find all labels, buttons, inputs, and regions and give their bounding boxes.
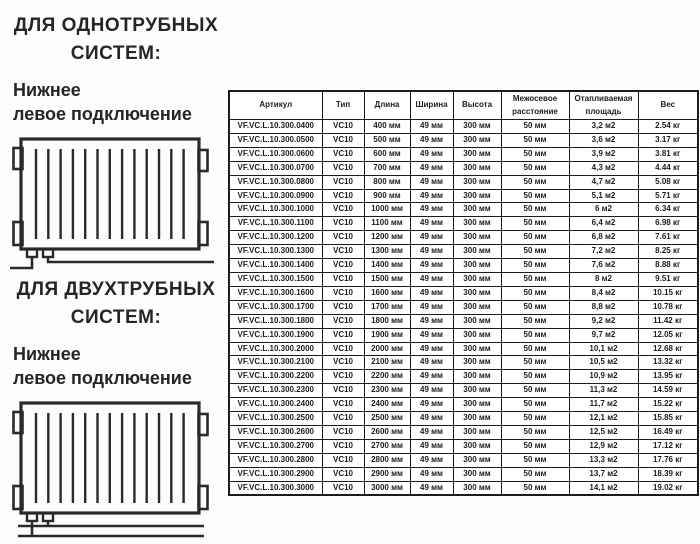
table-cell: 1700 мм [364, 300, 410, 314]
table-cell: 49 мм [410, 314, 453, 328]
table-cell: 1500 мм [364, 272, 410, 286]
table-cell: 49 мм [410, 203, 453, 217]
spec-table [228, 90, 699, 496]
table-cell: VC10 [322, 259, 364, 273]
table-cell: VF.VC.L.10.300.1600 [229, 286, 322, 300]
table-cell: VC10 [322, 203, 364, 217]
table-cell: 49 мм [410, 300, 453, 314]
table-cell: 49 мм [410, 453, 453, 467]
table-row [229, 203, 698, 217]
table-cell: 49 мм [410, 120, 453, 134]
table-cell: 15.85 кг [638, 412, 698, 426]
two-pipe-section [0, 264, 228, 544]
table-cell: VF.VC.L.10.300.0700 [229, 161, 322, 175]
table-cell: VF.VC.L.10.300.0800 [229, 175, 322, 189]
table-cell: 11,3 м2 [569, 384, 638, 398]
table-cell: 2100 мм [364, 356, 410, 370]
table-cell: 50 мм [501, 356, 569, 370]
table-cell: 10,1 м2 [569, 342, 638, 356]
table-cell: VC10 [322, 370, 364, 384]
table-cell: 300 мм [453, 328, 501, 342]
table-cell: VF.VC.L.10.300.1700 [229, 300, 322, 314]
table-cell: 13,7 м2 [569, 467, 638, 481]
table-cell: 50 мм [501, 342, 569, 356]
table-cell: VC10 [322, 342, 364, 356]
table-cell: VC10 [322, 120, 364, 134]
table-cell: VF.VC.L.10.300.1300 [229, 245, 322, 259]
table-cell: 13,3 м2 [569, 453, 638, 467]
table-cell: 15.22 кг [638, 398, 698, 412]
table-cell: 50 мм [501, 439, 569, 453]
table-cell: VC10 [322, 439, 364, 453]
table-row [229, 120, 698, 134]
table-cell: VF.VC.L.10.300.1100 [229, 217, 322, 231]
table-cell: 400 мм [364, 120, 410, 134]
table-cell: 300 мм [453, 147, 501, 161]
table-cell: 300 мм [453, 481, 501, 495]
table-cell: VF.VC.L.10.300.2400 [229, 398, 322, 412]
table-cell: 12.05 кг [638, 328, 698, 342]
table-row [229, 328, 698, 342]
table-cell: 9.51 кг [638, 272, 698, 286]
table-cell: 1800 мм [364, 314, 410, 328]
table-cell: 12,1 м2 [569, 412, 638, 426]
table-cell: 50 мм [501, 425, 569, 439]
table-cell: VC10 [322, 398, 364, 412]
table-cell: VF.VC.L.10.300.0400 [229, 120, 322, 134]
table-row [229, 231, 698, 245]
table-cell: 50 мм [501, 161, 569, 175]
table-cell: VC10 [322, 300, 364, 314]
table-cell: 50 мм [501, 286, 569, 300]
table-cell: 50 мм [501, 328, 569, 342]
table-cell: VC10 [322, 147, 364, 161]
table-cell: VF.VC.L.10.300.0600 [229, 147, 322, 161]
table-cell: 13.95 кг [638, 370, 698, 384]
table-cell: VF.VC.L.10.300.0900 [229, 189, 322, 203]
table-row [229, 133, 698, 147]
table-cell: 49 мм [410, 147, 453, 161]
table-cell: 50 мм [501, 203, 569, 217]
table-cell: 2900 мм [364, 467, 410, 481]
table-cell: 14.59 кг [638, 384, 698, 398]
table-row [229, 189, 698, 203]
table-cell: 3000 мм [364, 481, 410, 495]
table-row [229, 175, 698, 189]
table-cell: VC10 [322, 412, 364, 426]
radiator-two-pipe-diagram-icon [8, 399, 216, 544]
table-cell: 49 мм [410, 425, 453, 439]
table-cell: 300 мм [453, 314, 501, 328]
table-cell: 50 мм [501, 370, 569, 384]
table-cell: VF.VC.L.10.300.1900 [229, 328, 322, 342]
table-cell: 900 мм [364, 189, 410, 203]
table-cell: 50 мм [501, 300, 569, 314]
table-cell: 2700 мм [364, 439, 410, 453]
table-cell: 10,9 м2 [569, 370, 638, 384]
table-cell: 300 мм [453, 120, 501, 134]
table-cell: 50 мм [501, 120, 569, 134]
table-cell: 19.02 кг [638, 481, 698, 495]
table-cell: 300 мм [453, 453, 501, 467]
table-cell: 49 мм [410, 189, 453, 203]
table-cell: 1600 мм [364, 286, 410, 300]
table-cell: 9,2 м2 [569, 314, 638, 328]
table-cell: 50 мм [501, 481, 569, 495]
table-cell: 2.54 кг [638, 120, 698, 134]
table-cell: 17.76 кг [638, 453, 698, 467]
table-row [229, 356, 698, 370]
table-cell: 49 мм [410, 384, 453, 398]
table-cell: 300 мм [453, 300, 501, 314]
table-cell: 49 мм [410, 342, 453, 356]
table-cell: 6.34 кг [638, 203, 698, 217]
table-cell: 8.25 кг [638, 245, 698, 259]
table-cell: 49 мм [410, 370, 453, 384]
table-cell: VC10 [322, 286, 364, 300]
table-cell: 300 мм [453, 467, 501, 481]
table-row [229, 384, 698, 398]
table-cell: 300 мм [453, 398, 501, 412]
table-cell: 300 мм [453, 161, 501, 175]
table-cell: 10.15 кг [638, 286, 698, 300]
table-cell: VF.VC.L.10.300.2200 [229, 370, 322, 384]
table-row [229, 217, 698, 231]
table-header-row [229, 91, 698, 120]
table-cell: 49 мм [410, 231, 453, 245]
table-cell: 16.49 кг [638, 425, 698, 439]
table-cell: VF.VC.L.10.300.1000 [229, 203, 322, 217]
table-cell: 5,1 м2 [569, 189, 638, 203]
table-cell: 300 мм [453, 203, 501, 217]
table-cell: 14,1 м2 [569, 481, 638, 495]
table-cell: VC10 [322, 453, 364, 467]
table-cell: 300 мм [453, 133, 501, 147]
table-cell: 12,5 м2 [569, 425, 638, 439]
heading-line: ДЛЯ ДВУХТРУБНЫХ [16, 279, 216, 300]
table-cell: 5.71 кг [638, 189, 698, 203]
table-row [229, 161, 698, 175]
table-cell: VF.VC.L.10.300.1200 [229, 231, 322, 245]
table-cell: 7,2 м2 [569, 245, 638, 259]
table-cell: 3,9 м2 [569, 147, 638, 161]
table-cell: VF.VC.L.10.300.2700 [229, 439, 322, 453]
table-cell: 50 мм [501, 259, 569, 273]
table-row [229, 398, 698, 412]
table-cell: 300 мм [453, 175, 501, 189]
table-cell: 500 мм [364, 133, 410, 147]
table-cell: 600 мм [364, 147, 410, 161]
table-cell: VC10 [322, 425, 364, 439]
table-cell: 1300 мм [364, 245, 410, 259]
table-cell: VF.VC.L.10.300.2000 [229, 342, 322, 356]
table-cell: 800 мм [364, 175, 410, 189]
left-panel [0, 0, 228, 535]
table-cell: VF.VC.L.10.300.2100 [229, 356, 322, 370]
table-cell: 10.78 кг [638, 300, 698, 314]
table-cell: VC10 [322, 189, 364, 203]
table-cell: 3,2 м2 [569, 120, 638, 134]
table-cell: 1400 мм [364, 259, 410, 273]
table-cell: VF.VC.L.10.300.2500 [229, 412, 322, 426]
table-cell: 300 мм [453, 259, 501, 273]
table-cell: VF.VC.L.10.300.2300 [229, 384, 322, 398]
column-header: Тип [322, 91, 364, 120]
column-header: Вес [638, 91, 698, 120]
table-cell: 49 мм [410, 412, 453, 426]
table-cell: 300 мм [453, 342, 501, 356]
table-cell: 50 мм [501, 133, 569, 147]
table-cell: 300 мм [453, 272, 501, 286]
table-cell: 8,8 м2 [569, 300, 638, 314]
table-row [229, 481, 698, 495]
table-row [229, 342, 698, 356]
table-cell: 1900 мм [364, 328, 410, 342]
table-cell: 7,6 м2 [569, 259, 638, 273]
table-cell: 6.98 кг [638, 217, 698, 231]
table-cell: VF.VC.L.10.300.2900 [229, 467, 322, 481]
table-cell: 50 мм [501, 467, 569, 481]
table-cell: 300 мм [453, 217, 501, 231]
table-row [229, 259, 698, 273]
column-header: Межосевое расстояние [501, 91, 569, 120]
table-cell: 300 мм [453, 231, 501, 245]
heading-line: СИСТЕМ: [70, 306, 162, 328]
table-cell: 13.32 кг [638, 356, 698, 370]
table-cell: 8,4 м2 [569, 286, 638, 300]
column-header: Отапливаемая площадь [569, 91, 638, 120]
table-cell: 50 мм [501, 231, 569, 245]
table-cell: 17.12 кг [638, 439, 698, 453]
table-cell: 2300 мм [364, 384, 410, 398]
table-row [229, 425, 698, 439]
table-row [229, 286, 698, 300]
table-cell: 12,9 м2 [569, 439, 638, 453]
table-row [229, 245, 698, 259]
table-cell: 50 мм [501, 384, 569, 398]
radiator-single-pipe-diagram-icon [8, 135, 216, 275]
table-cell: 50 мм [501, 412, 569, 426]
table-cell: VC10 [322, 356, 364, 370]
table-cell: 49 мм [410, 245, 453, 259]
column-header: Артикул [229, 91, 322, 120]
table-row [229, 147, 698, 161]
table-cell: 6,8 м2 [569, 231, 638, 245]
subheading-line: Нижнее [13, 344, 81, 365]
table-cell: 4.44 кг [638, 161, 698, 175]
table-cell: 50 мм [501, 272, 569, 286]
table-row [229, 314, 698, 328]
table-cell: VF.VC.L.10.300.1500 [229, 272, 322, 286]
table-cell: 49 мм [410, 356, 453, 370]
column-header: Ширина [410, 91, 453, 120]
subheading-line: Нижнее [13, 80, 81, 101]
table-cell: 2200 мм [364, 370, 410, 384]
table-cell: 50 мм [501, 453, 569, 467]
table-cell: 1000 мм [364, 203, 410, 217]
heading-line: ДЛЯ ОДНОТРУБНЫХ [13, 15, 219, 36]
table-cell: 4,3 м2 [569, 161, 638, 175]
table-cell: 49 мм [410, 217, 453, 231]
table-cell: VC10 [322, 481, 364, 495]
table-cell: 3.17 кг [638, 133, 698, 147]
table-cell: VF.VC.L.10.300.3000 [229, 481, 322, 495]
table-cell: 12.68 кг [638, 342, 698, 356]
table-row [229, 412, 698, 426]
table-cell: 300 мм [453, 425, 501, 439]
table-cell: VF.VC.L.10.300.0500 [229, 133, 322, 147]
table-cell: 49 мм [410, 259, 453, 273]
table-row [229, 272, 698, 286]
table-cell: VF.VC.L.10.300.1400 [229, 259, 322, 273]
table-cell: VF.VC.L.10.300.1800 [229, 314, 322, 328]
table-cell: 49 мм [410, 467, 453, 481]
table-cell: 2000 мм [364, 342, 410, 356]
table-cell: 11,7 м2 [569, 398, 638, 412]
table-cell: 300 мм [453, 370, 501, 384]
table-cell: 49 мм [410, 175, 453, 189]
table-cell: 300 мм [453, 356, 501, 370]
table-cell: 3,6 м2 [569, 133, 638, 147]
table-cell: 50 мм [501, 217, 569, 231]
table-cell: 2800 мм [364, 453, 410, 467]
two-pipe-connection-label [13, 342, 228, 391]
table-cell: VC10 [322, 175, 364, 189]
table-cell: 49 мм [410, 439, 453, 453]
table-cell: 7.61 кг [638, 231, 698, 245]
table-cell: 1100 мм [364, 217, 410, 231]
single-pipe-connection-label [13, 78, 228, 127]
table-cell: 2400 мм [364, 398, 410, 412]
single-pipe-section [0, 0, 228, 275]
table-cell: VC10 [322, 384, 364, 398]
column-header: Высота [453, 91, 501, 120]
table-cell: 6,4 м2 [569, 217, 638, 231]
table-cell: 6 м2 [569, 203, 638, 217]
table-cell: 8 м2 [569, 272, 638, 286]
table-cell: 49 мм [410, 286, 453, 300]
table-cell: VC10 [322, 328, 364, 342]
table-row [229, 453, 698, 467]
table-cell: VC10 [322, 245, 364, 259]
table-cell: 18.39 кг [638, 467, 698, 481]
spec-table-body [229, 120, 698, 496]
table-row [229, 300, 698, 314]
two-pipe-heading [10, 276, 222, 331]
table-cell: 49 мм [410, 481, 453, 495]
table-cell: 700 мм [364, 161, 410, 175]
table-cell: 50 мм [501, 314, 569, 328]
table-cell: 50 мм [501, 398, 569, 412]
table-cell: 11.42 кг [638, 314, 698, 328]
table-cell: VC10 [322, 467, 364, 481]
table-row [229, 439, 698, 453]
subheading-line: левое подключение [13, 104, 192, 125]
table-cell: 50 мм [501, 245, 569, 259]
table-cell: 49 мм [410, 272, 453, 286]
table-row [229, 370, 698, 384]
table-cell: 1200 мм [364, 231, 410, 245]
table-cell: 300 мм [453, 384, 501, 398]
table-cell: 49 мм [410, 398, 453, 412]
table-cell: 2600 мм [364, 425, 410, 439]
table-cell: VC10 [322, 161, 364, 175]
table-cell: 300 мм [453, 189, 501, 203]
column-header: Длина [364, 91, 410, 120]
table-cell: VC10 [322, 217, 364, 231]
table-cell: 49 мм [410, 133, 453, 147]
table-cell: VC10 [322, 314, 364, 328]
table-cell: VF.VC.L.10.300.2800 [229, 453, 322, 467]
subheading-line: левое подключение [13, 368, 192, 389]
table-cell: 8.88 кг [638, 259, 698, 273]
table-cell: VC10 [322, 231, 364, 245]
heading-line: СИСТЕМ: [70, 42, 162, 64]
table-cell: VC10 [322, 272, 364, 286]
table-cell: 50 мм [501, 189, 569, 203]
table-cell: 2500 мм [364, 412, 410, 426]
single-pipe-heading [10, 12, 222, 67]
table-cell: 300 мм [453, 245, 501, 259]
table-cell: 300 мм [453, 286, 501, 300]
table-cell: 49 мм [410, 328, 453, 342]
table-cell: 50 мм [501, 147, 569, 161]
table-cell: VF.VC.L.10.300.2600 [229, 425, 322, 439]
table-cell: 49 мм [410, 161, 453, 175]
table-cell: 300 мм [453, 412, 501, 426]
table-cell: 300 мм [453, 439, 501, 453]
table-row [229, 467, 698, 481]
table-cell: 4,7 м2 [569, 175, 638, 189]
table-cell: VC10 [322, 133, 364, 147]
table-cell: 5.08 кг [638, 175, 698, 189]
table-cell: 9,7 м2 [569, 328, 638, 342]
table-cell: 10,5 м2 [569, 356, 638, 370]
table-cell: 3.81 кг [638, 147, 698, 161]
table-cell: 50 мм [501, 175, 569, 189]
